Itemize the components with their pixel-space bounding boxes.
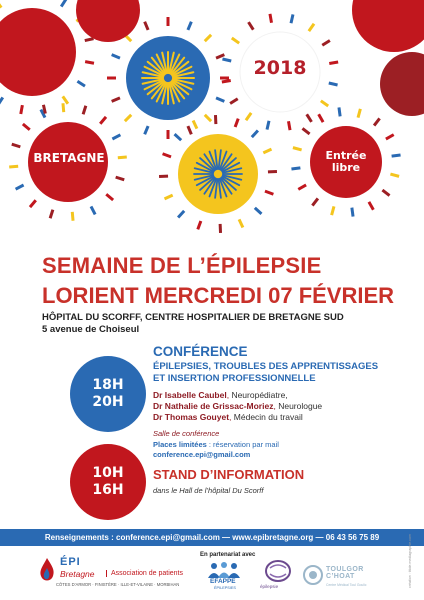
confetti-dash [382, 190, 389, 195]
confetti-dash [23, 124, 30, 130]
confetti-dash [72, 212, 73, 221]
toul-goulic-logo [302, 562, 372, 592]
confetti-dash [293, 148, 302, 150]
confetti-dash [163, 154, 171, 157]
confetti-dash [329, 62, 338, 64]
epi-flame-icon [36, 556, 58, 588]
speaker-role: Médecin du travail [233, 412, 303, 423]
confetti-dash [369, 202, 373, 210]
toul-goulic-subtitle: Centre Médical Toul Goulic [326, 583, 367, 587]
confetti-dash [85, 39, 94, 41]
confetti-dash [246, 113, 251, 120]
epi-counties: CÔTES D’ARMOR · FINISTÈRE · ILLE-ET-VILAINE · MORBIHAN [56, 582, 180, 587]
confetti-dash [43, 105, 45, 114]
confetti-dash [298, 185, 306, 189]
confetti-dash [239, 219, 243, 227]
confetti-dash [112, 98, 120, 101]
partners-title: En partenariat avec [200, 552, 256, 558]
epi-name: ÉPI [60, 556, 81, 568]
confetti-dash [302, 128, 309, 133]
confetti-dash [230, 99, 238, 104]
conference-end-time: 20H [92, 394, 124, 410]
confetti-dash [125, 115, 131, 121]
epilepsie-france-logo [258, 558, 298, 596]
confetti-dash [112, 55, 120, 58]
confetti-dash [392, 155, 401, 156]
venue-name: HÔPITAL DU SCORFF, CENTRE HOSPITALIER DE BRETAGNE SUD [42, 312, 344, 323]
confetti-dash [112, 135, 120, 139]
conference-subtitle-line2: ET INSERTION PROFESSIONNELLE [153, 372, 316, 384]
confetti-dash [63, 96, 68, 103]
speaker-role: Neuropédiatre, [231, 390, 288, 400]
speaker-name: Dr Thomas Gouyet [153, 412, 230, 423]
confetti-dash [216, 98, 224, 101]
confetti-dash [145, 22, 148, 30]
confetti-dash [322, 40, 330, 45]
confetti-dash [270, 14, 272, 23]
epilepsie-name: épilepsie [260, 584, 279, 589]
confetti-dash [100, 117, 106, 124]
conference-title: CONFÉRENCE [153, 344, 248, 359]
design-credit: création : titole.mediagraphie.com [408, 534, 412, 588]
confetti-dash [193, 121, 197, 129]
epi-association: Association de patients [106, 570, 183, 577]
event-date: LORIENT MERCREDI 07 FÉVRIER [42, 283, 395, 308]
reservation-note [153, 440, 415, 450]
region-label: BRETAGNE [33, 151, 105, 165]
confetti-dash [232, 38, 239, 43]
circle-right-darkred [380, 52, 424, 116]
conference-subtitle-line1: ÉPILEPSIES, TROUBLES DES APPRENTISSAGES [153, 361, 379, 372]
epi-region: Bretagne [60, 569, 95, 579]
confetti-dash [85, 62, 94, 64]
contact-info-bar: Renseignements : conference.epi@gmail.com — www.epibretagne.org — 06 43 56 75 89 [0, 529, 424, 546]
confetti-dash [21, 105, 23, 114]
confetti-dash [118, 157, 127, 158]
circle-top-left-red [0, 8, 76, 96]
confetti-dash [222, 59, 231, 61]
confetti-dash [63, 103, 64, 112]
efappe-logo [200, 562, 250, 596]
decorative-circles-artwork [0, 0, 424, 250]
epilepsie-brain-icon [258, 558, 298, 584]
stand-time-badge [70, 444, 146, 520]
confetti-dash [265, 191, 273, 194]
confetti-dash [263, 149, 271, 153]
confetti-dash [374, 118, 379, 125]
confetti-dash [30, 200, 36, 207]
speaker-item: Dr Thomas Gouyet, Médecin du travail [153, 412, 303, 423]
stand-title: STAND D’INFORMATION [153, 467, 305, 482]
confetti-dash [267, 121, 269, 130]
places-note: : réservation par mail [206, 440, 279, 449]
speaker-name: Dr Nathalie de Grissac-Moriez [153, 401, 274, 412]
event-title: SEMAINE DE L’ÉPILEPSIE [42, 253, 322, 278]
year-label: 2018 [253, 57, 307, 79]
places-label: Places limitées [153, 440, 207, 449]
confetti-dash [235, 119, 238, 127]
confetti-dash [12, 144, 21, 147]
confetti-dash [352, 208, 353, 217]
confetti-dash [91, 206, 95, 214]
stand-end-time: 16H [92, 482, 124, 498]
confetti-dash [358, 109, 360, 118]
confetti-dash [319, 114, 323, 122]
confetti-dash [255, 208, 262, 214]
reservation-email-link[interactable]: conference.epi@gmail.com [153, 450, 251, 459]
confetti-dash [188, 22, 191, 30]
confetti-dash [16, 185, 24, 189]
confetti-dash [175, 134, 182, 140]
confetti-dash [332, 206, 334, 215]
confetti-dash [390, 174, 399, 176]
confetti-dash [321, 101, 328, 106]
confetti-dash [248, 22, 253, 30]
confetti-dash [291, 14, 293, 23]
stand-start-time: 10H [92, 465, 124, 482]
circle-top-red [76, 0, 140, 42]
toul-goulic-name: TOULGOR C’HOAT [326, 566, 364, 581]
stand-location: dans le Hall de l’hôpital Du Scorff [153, 486, 264, 495]
confetti-dash [386, 135, 394, 139]
venue-address: 5 avenue de Choiseul [42, 324, 140, 335]
confetti-dash [307, 114, 312, 122]
confetti-dash [188, 126, 191, 134]
epi-bretagne-logo [36, 556, 196, 596]
confetti-dash [252, 131, 258, 138]
confetti-dash [83, 106, 86, 115]
confetti-dash [312, 198, 317, 205]
conference-start-time: 18H [92, 377, 124, 394]
confetti-dash [309, 24, 314, 31]
circle-sun-yellow [178, 134, 258, 214]
confetti-dash [205, 115, 211, 121]
conference-time-badge [70, 356, 146, 432]
confetti-dash [106, 194, 113, 200]
confetti-dash [288, 121, 290, 130]
efappe-name: EFAPPE [210, 578, 236, 585]
confetti-dash [198, 221, 201, 229]
confetti-dash [61, 0, 66, 7]
confetti-dash [0, 0, 1, 7]
confetti-dash [178, 211, 184, 218]
confetti-dash [50, 210, 53, 219]
efappe-subtitle: ÉPILEPSIES [214, 586, 236, 590]
confetti-dash [165, 195, 173, 199]
speaker-list [153, 390, 415, 423]
confetti-dash [216, 55, 224, 58]
speaker-role: Neurologue [278, 401, 323, 412]
confetti-dash [0, 97, 3, 105]
toul-goulic-circle-icon [302, 564, 324, 586]
speaker-item: Dr Isabelle Caubel, Neuropédiatre, [153, 390, 288, 400]
confetti-dash [222, 80, 231, 82]
confetti-dash [329, 83, 338, 85]
confetti-dash [339, 107, 340, 116]
circle-top-right-red [352, 0, 424, 52]
confetti-dash [145, 126, 148, 134]
confetti-dash [9, 166, 18, 167]
confetti-dash [291, 168, 300, 169]
conference-room: Salle de conférence [153, 429, 220, 438]
entry-free-label: Entrée libre [325, 149, 367, 175]
confetti-dash [116, 177, 125, 180]
conference-subtitle [153, 361, 415, 385]
confetti-dash [205, 35, 211, 41]
speaker-item: Dr Nathalie de Grissac-Moriez, Neurologue [153, 401, 323, 412]
circle-sun-blue [126, 36, 210, 120]
speaker-name: Dr Isabelle Caubel [153, 390, 227, 400]
confetti-dash [77, 81, 85, 86]
